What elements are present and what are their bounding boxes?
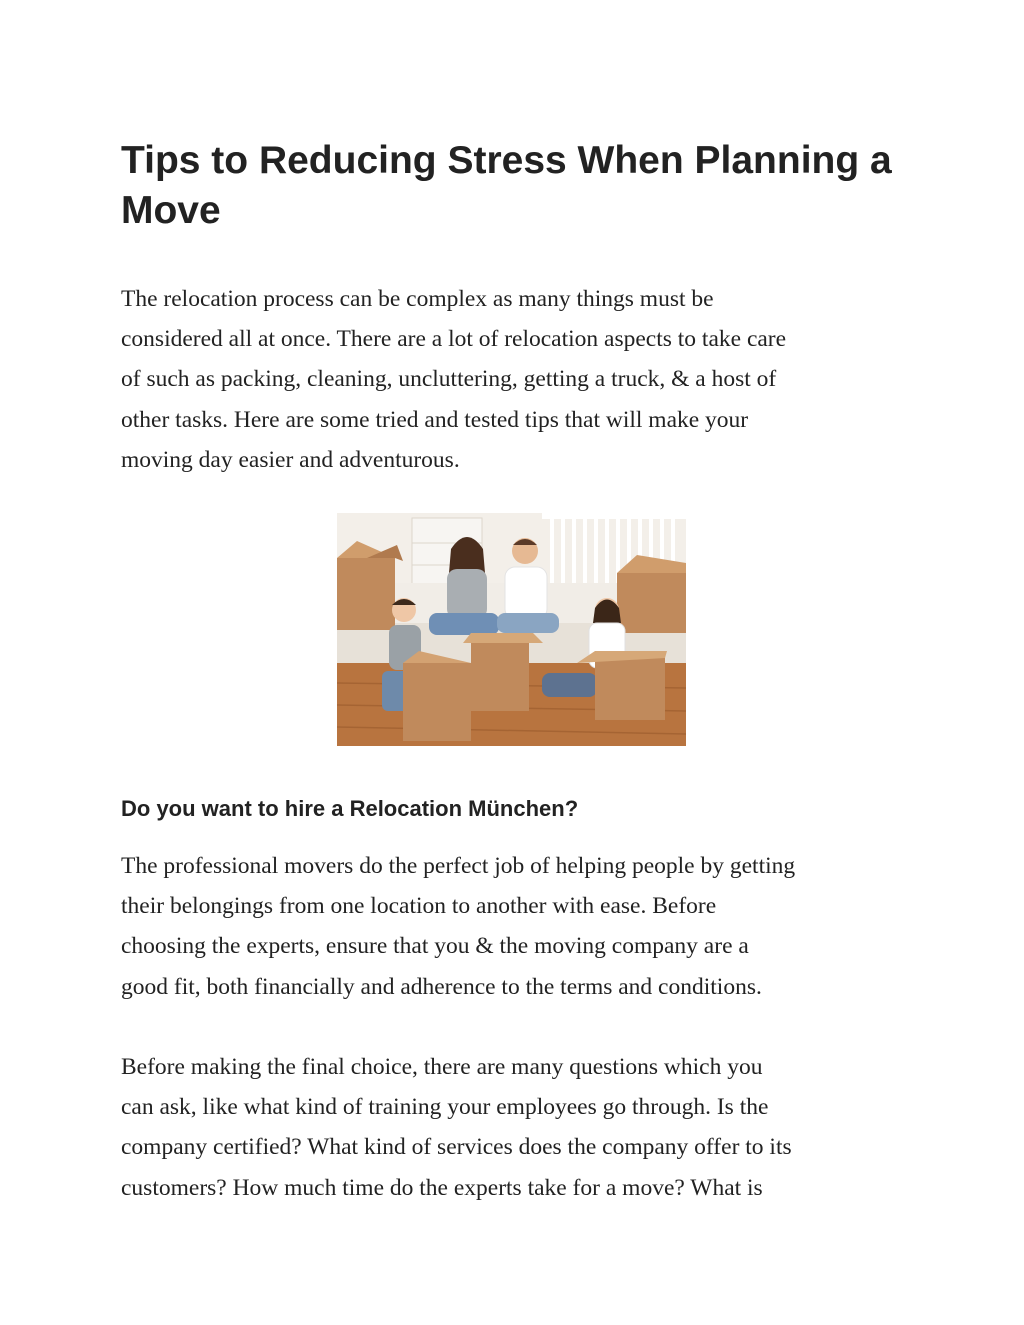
section-heading: Do you want to hire a Relocation München? <box>121 796 579 821</box>
intro-paragraph <box>121 279 911 480</box>
intro-line: other tasks. Here are some tried and tested tips that will make your <box>121 406 749 433</box>
paragraph-line: Before making the final choice, there are many questions which you <box>121 1054 763 1080</box>
paragraph-line: can ask, like what kind of training your employees go through. Is the <box>121 1094 769 1121</box>
intro-line: of such as packing, cleaning, uncluttering, getting a truck, & a host of <box>121 366 777 393</box>
paragraph-line: their belongings from one location to another with ease. Before <box>121 893 717 920</box>
title-line-2: Move <box>121 189 221 232</box>
paragraph-line: The professional movers do the perfect job of helping people by getting <box>121 853 796 879</box>
paragraph-line: choosing the experts, ensure that you & the moving company are a <box>121 933 749 960</box>
family-moving-boxes-photo <box>337 513 686 746</box>
body-paragraph-1 <box>121 846 911 1007</box>
paragraph-line: customers? How much time do the experts take for a move? What is <box>121 1174 763 1201</box>
title-line-1: Tips to Reducing Stress When Planning a <box>121 139 892 182</box>
page-title <box>121 136 911 236</box>
intro-line: considered all at once. There are a lot of relocation aspects to take care <box>121 326 787 353</box>
body-paragraph-2 <box>121 1047 911 1208</box>
intro-line: The relocation process can be complex as many things must be <box>121 286 714 312</box>
paragraph-line: good fit, both financially and adherence to the terms and conditions. <box>121 973 762 1000</box>
paragraph-line: company certified? What kind of services does the company offer to its <box>121 1134 792 1161</box>
intro-line: moving day easier and adventurous. <box>121 446 460 473</box>
